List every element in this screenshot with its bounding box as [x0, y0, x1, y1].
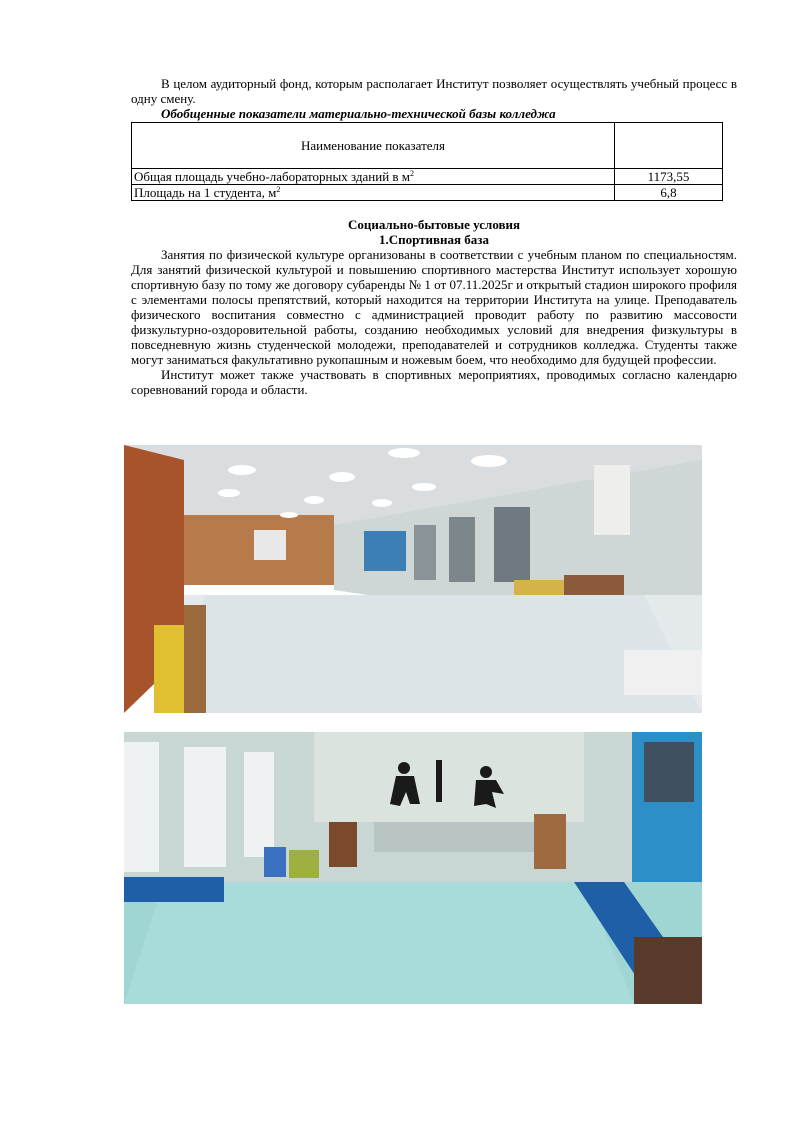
metrics-table — [131, 122, 723, 201]
table-header-row — [132, 123, 723, 169]
section-title: Социально-бытовые условия — [347, 217, 521, 232]
table-row-label: Площадь на 1 студента, $м^2$ — [132, 185, 615, 201]
intro-paragraph: В целом аудиторный фонд, которым располагает Институт позволяет осуществлять учебный процесс в одну смену. — [131, 76, 737, 106]
subsection-title: 1.Спортивная база — [378, 232, 490, 247]
body-paragraph: Занятия по физической культуре организованы в соответствии с учебным планом по специальностям. Для занятий физической культурой и повышению спортивного мастерства Институт использует хорошую спортивную базу по тому же договору субаренды № 1 от 07.11.2025г и открытый стадион широкого профиля с элементами полосы препятствий, который находится на территории Института на улице. Преподаватель физического воспитания совместно с администрацией проводит работу по развитию массовости физкультурно-оздоровительной работы, созданию необходимых условий для внедрения физкультуры в повседневную жизнь студенческой молодежи, преподавателей и сотрудников колледжа. Студенты также могут заниматься факультативно рукопашным и ножевым боем, что необходимо для будущей профессии. — [131, 247, 737, 367]
gym-illustration — [124, 445, 702, 713]
gym-illustration — [124, 732, 702, 1004]
table-row — [132, 169, 723, 185]
sports-hall-photo-1 — [124, 445, 702, 713]
document-page — [131, 76, 737, 397]
table-row-value: 6,8 — [615, 185, 723, 201]
table-header-value-cell — [615, 123, 723, 169]
sports-hall-photo-2 — [124, 732, 702, 1004]
table-row-label: Общая площадь учебно-лабораторных зданий в $м^2$ — [132, 169, 615, 185]
table-caption: Обобщенные показатели материально-технической базы колледжа — [161, 106, 556, 121]
table-row-value: 1173,55 — [615, 169, 723, 185]
body-paragraph: Институт может также участвовать в спортивных мероприятиях, проводимых согласно календарю соревнований города и области. — [131, 367, 737, 397]
table-row — [132, 185, 723, 201]
table-header-cell: Наименование показателя — [132, 123, 615, 169]
